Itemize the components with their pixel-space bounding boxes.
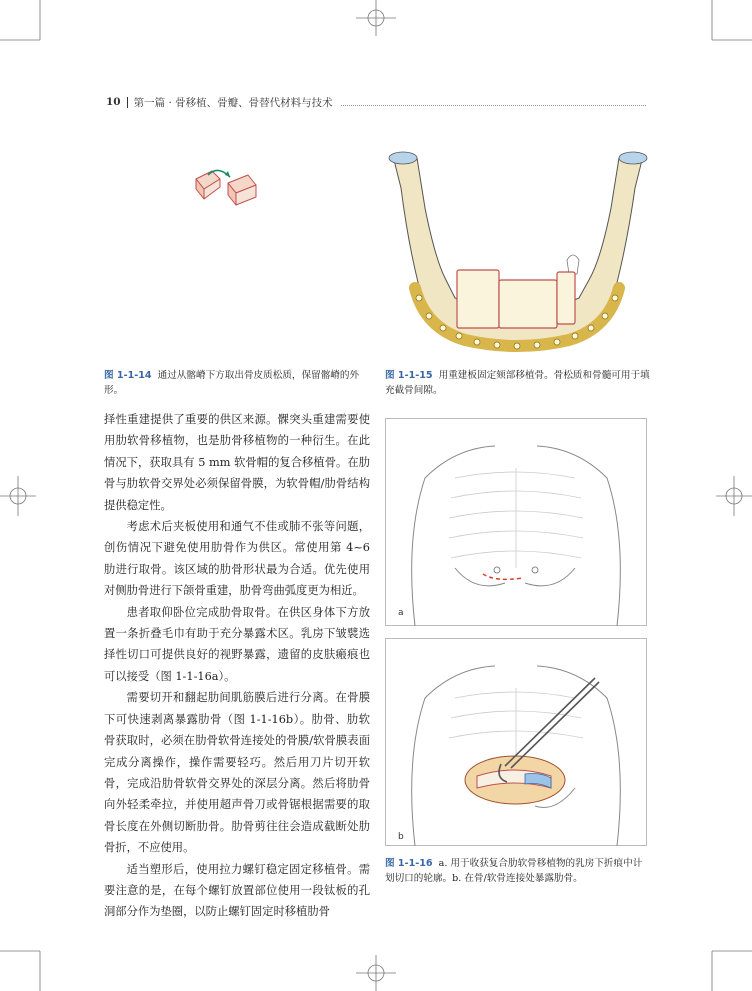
figure-1-1-14-label: 图 1-1-14 (104, 370, 152, 381)
chapter-title: 第一篇 · 骨移植、骨瓣、骨替代材料与技术 (133, 96, 333, 109)
figure-1-1-14-text: 通过从髂嵴下方取出骨皮质松质，保留髂嵴的外形。 (104, 370, 360, 396)
registration-target-bottom (356, 955, 396, 991)
running-header (106, 94, 646, 110)
figure-1-1-16-label: 图 1-1-16 (385, 858, 433, 869)
paragraph: 择性重建提供了重要的供区来源。髁突头重建需要使用肋软骨移植物，也是肋骨移植物的一种衍生。在此情况下，获取具有 5 mm 软骨帽的复合移植骨。在肋骨与肋软骨交界处必须保留骨膜，为软骨帽/肋骨结构提供稳定性。 (104, 413, 370, 512)
figure-1-1-16b-illustration (385, 638, 647, 846)
paragraph: 适当塑形后，使用拉力螺钉稳定固定移植骨。需要注意的是，在每个螺钉放置部位使用一段钛板的孔洞部分作为垫圈，以防止螺钉固定时移植肋骨 (104, 862, 370, 919)
header-divider (127, 97, 128, 108)
figure-1-1-15-caption (385, 368, 650, 398)
figure-1-1-14-caption (104, 368, 366, 398)
figure-1-1-16b-sublabel: b (398, 832, 404, 842)
body-text (104, 409, 370, 923)
figure-1-1-16a-sublabel: a (398, 608, 404, 618)
figure-1-1-16-caption (385, 856, 650, 886)
figure-1-1-16a-illustration (385, 418, 647, 626)
figure-1-1-15-illustration (385, 148, 650, 358)
header-dotted-rule (341, 99, 646, 106)
registration-target-top (356, 0, 396, 36)
figure-1-1-16-text: a. 用于收获复合肋软骨移植物的乳房下折痕中计划切口的轮廓。b. 在骨/软骨连接处暴露肋骨。 (385, 858, 643, 884)
page-number: 10 (106, 96, 121, 108)
registration-target-right (716, 476, 752, 516)
paragraph: 患者取仰卧位完成肋骨取骨。在供区身体下方放置一条折叠毛巾有助于充分暴露术区。乳房下皱襞选择性切口可提供良好的视野暴露，遗留的皮肤瘢痕也可以接受（图 1-1-16a）。 (104, 605, 370, 683)
registration-target-left (0, 476, 36, 516)
figure-1-1-15-label: 图 1-1-15 (385, 370, 433, 381)
figure-1-1-14-illustration (190, 165, 260, 209)
paragraph: 需要切开和翻起肋间肌筋膜后进行分离。在骨膜下可快速剥离暴露肋骨（图 1-1-16b）。肋骨、肋软骨获取时，必须在肋骨软骨连接处的骨膜/软骨膜表面完成分离操作，操作需要轻巧。然后用刀片切开软骨，完成沿肋骨软骨交界处的深层分离。然后将肋骨向外轻柔牵拉，并使用超声骨刀或骨锯根据需要的取骨长度在外侧切断肋骨。肋骨剪往往会造成截断处肋骨折，不应使用。 (104, 691, 370, 855)
paragraph: 考虑术后夹板使用和通气不佳或肺不张等问题，创伤情况下避免使用肋骨作为供区。常使用第 4~6 肋进行取骨。该区域的肋骨形状最为合适。优先使用对侧肋骨进行下颌骨重建，肋骨弯曲弧度更为相近。 (104, 520, 370, 598)
figure-1-1-15-text: 用重建板固定颏部移植骨。骨松质和骨髓可用于填充截骨间隙。 (385, 370, 650, 396)
